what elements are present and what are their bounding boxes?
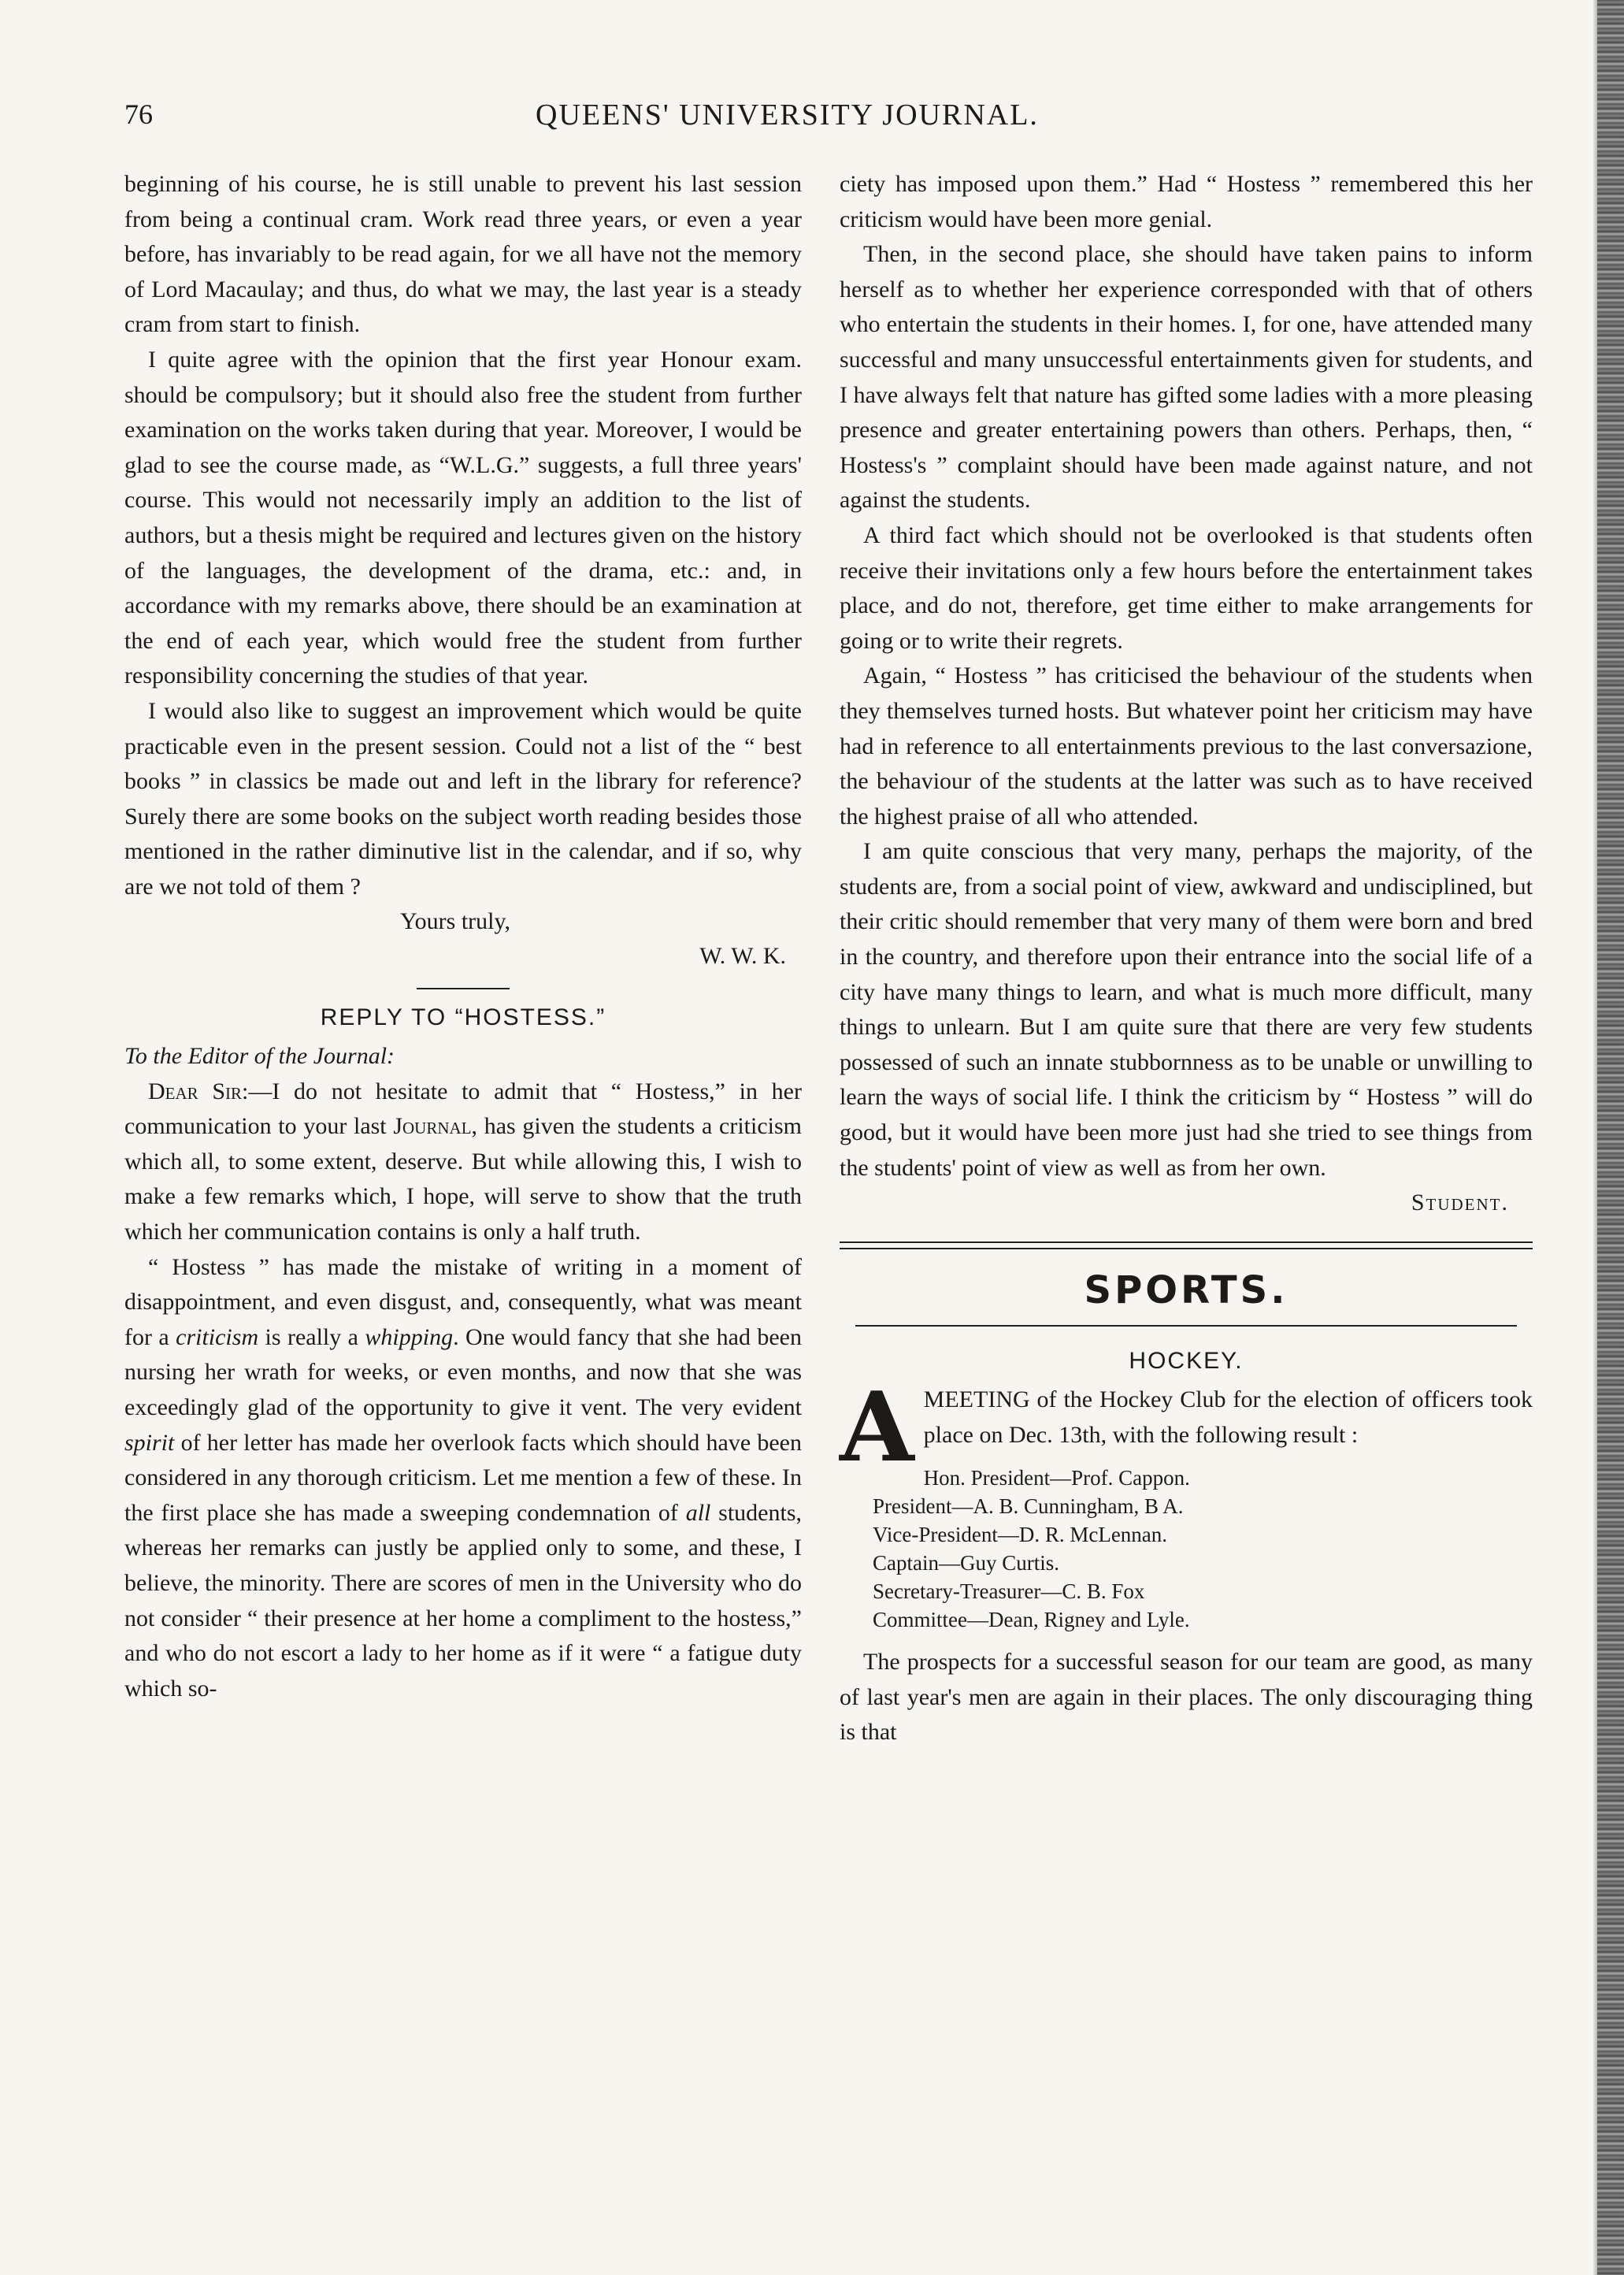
text-run: students, whereas her remarks can justly be applied only to some, and these, I believe, the minority. There are scores of men in the University who do not consider “ their presence at her home a compliment to the hostess,” and who do not escort a lady to her home as if it were “ a fatigue duty which so- — [124, 1499, 803, 1702]
letter-paragraph — [124, 1074, 802, 1250]
text-run: . One would fancy that she had been nursing her wrath for weeks, or even months, and now that she was exceedingly glad of the opportunity to give it vent. The very evident — [124, 1323, 802, 1420]
officer-line: Committee—Dean, Rigney and Lyle. — [873, 1608, 1190, 1632]
text-run: :—I do not hesitate to admit that “ Hostess,” in her communication to your last — [124, 1078, 802, 1140]
officer-line: Vice-President—D. R. McLennan. — [873, 1523, 1168, 1547]
journal-word: Journal — [393, 1113, 472, 1140]
italic-word: whipping — [365, 1323, 454, 1350]
hockey-heading: HOCKEY. — [1129, 1348, 1244, 1375]
letter-paragraph: beginning of his course, he is still unable to prevent his last session from being a continual cram. Work read three years, or even a year before, has invariably to be read again, for we all have not the memory of Lord Macaulay; and thus, do what we may, the last year is a steady cram from start to finish. — [124, 171, 802, 338]
divider — [417, 988, 510, 989]
drop-cap: A — [840, 1370, 914, 1483]
letter-paragraph: ciety has imposed upon them.” Had “ Hostess ” remembered this her criticism would have been more genial. — [840, 171, 1533, 232]
letter-paragraph: I would also like to suggest an improvement which would be quite practicable even in the present session. Could not a list of the “ best books ” in classics be made out and left in the library for reference? Surely there are some books on the subject worth reading besides those mentioned in the rather diminutive list in the calendar, and if so, why are we not told of them ? — [124, 697, 802, 900]
text-run: of her letter has made her overlook facts which should have been considered in any thorough criticism. Let me mention a few of these. In the first place she has made a sweeping condemnation of — [124, 1429, 802, 1526]
text-run: MEETING of the Hockey Club for the election of officers took place on Dec. 13th, with the following result : — [923, 1386, 1533, 1448]
signature: Student. — [1411, 1189, 1509, 1216]
signature: W. W. K. — [699, 943, 786, 970]
letter-paragraph — [124, 1250, 802, 1707]
letter-paragraph: I quite agree with the opinion that the first year Honour exam. should be compulsory; but it should also free the student from further examination on the works taken during that year. Moreover, I would be glad to see the course made, as “W.L.G.” suggests, a full three years' course. This would not necessarily imply an addition to the list of authors, but a thesis might be required and lectures given on the history of the languages, the development of the drama, etc.: and, in accordance with my remarks above, there should be an examination at the end of each year, which would free the student from further responsibility concerning the studies of that year. — [124, 346, 802, 689]
divider — [855, 1325, 1517, 1327]
letter-paragraph: Then, in the second place, she should have taken pains to inform herself as to whether her experience corresponded with that of others who entertain the students in their homes. I, for one, have attended many successful and many unsuccessful entertainments given for students, and I have always felt that nature has gifted some ladies with a more pleasing presence and greater entertaining powers than others. Perhaps, then, “ Hostess's ” complaint should have been made against nature, and not against the students. — [840, 241, 1533, 514]
running-title: QUEENS' UNIVERSITY JOURNAL. — [536, 98, 1039, 132]
scanned-page-edge — [1597, 0, 1624, 2275]
page-number: 76 — [124, 98, 153, 130]
closing: Yours truly, — [400, 908, 511, 935]
left-column — [124, 167, 802, 1706]
officer-line: Secretary-Treasurer—C. B. Fox — [873, 1579, 1145, 1604]
italic-word: all — [685, 1499, 711, 1526]
text-run: , has given the students a criticism which all, to some extent, deserve. But while allowing this, I wish to make a few remarks which, I hope, will serve to show that the truth which her communication contains is only a half truth. — [124, 1113, 803, 1245]
officer-line: President—A. B. Cunningham, B A. — [873, 1494, 1184, 1519]
reply-heading: REPLY TO “HOSTESS.” — [320, 1004, 606, 1031]
sports-heading: SPORTS. — [1084, 1267, 1288, 1312]
to-editor-line: To the Editor of the Journal: — [124, 1043, 395, 1070]
dear-sir: Dear Sir — [148, 1078, 243, 1104]
officer-line: Captain—Guy Curtis. — [873, 1551, 1059, 1575]
letter-paragraph: I am quite conscious that very many, perhaps the majority, of the students are, from a social point of view, awkward and undisciplined, but their critic should remember that very many of them were born and bred in the country, and therefore upon their entrance into the social life of a city have many things to learn, and what is much more difficult, many things to unlearn. But I am quite sure that there are very few students possessed of such an innate stubbornness as to be unable or unwilling to learn the ways of social life. I think the criticism by “ Hostess ” will do good, but it would have been more just had she tried to see things from the students' point of view as well as from her own. — [840, 838, 1533, 1181]
officers-list — [873, 1464, 1533, 1634]
double-divider — [840, 1241, 1533, 1249]
right-column — [840, 167, 1533, 1750]
officer-line: Hon. President—Prof. Cappon. — [923, 1466, 1190, 1490]
text-run: “ Hostess ” has made the mistake of writing in a moment of disappointment, and even disgust, and, consequently, what was meant for a — [124, 1253, 802, 1350]
hockey-paragraph: The prospects for a successful season for our team are good, as many of last year's men are again in their places. The only discouraging thing is that — [840, 1649, 1533, 1746]
letter-paragraph: A third fact which should not be overlooked is that students often receive their invitations only a few hours before the entertainment takes place, and do not, therefore, get time either to make arrangements for going or to write their regrets. — [840, 521, 1533, 654]
italic-word: spirit — [124, 1429, 175, 1456]
letter-paragraph: Again, “ Hostess ” has criticised the behaviour of the students when they themselves turned hosts. But whatever point her criticism may have had in reference to all entertainments previous to the last conversazione, the behaviour of the students at the latter was such as to have received the highest praise of all who attended. — [840, 662, 1533, 829]
italic-word: criticism — [176, 1323, 259, 1350]
text-run: is really a — [258, 1323, 365, 1350]
letter-signoff — [124, 904, 802, 974]
